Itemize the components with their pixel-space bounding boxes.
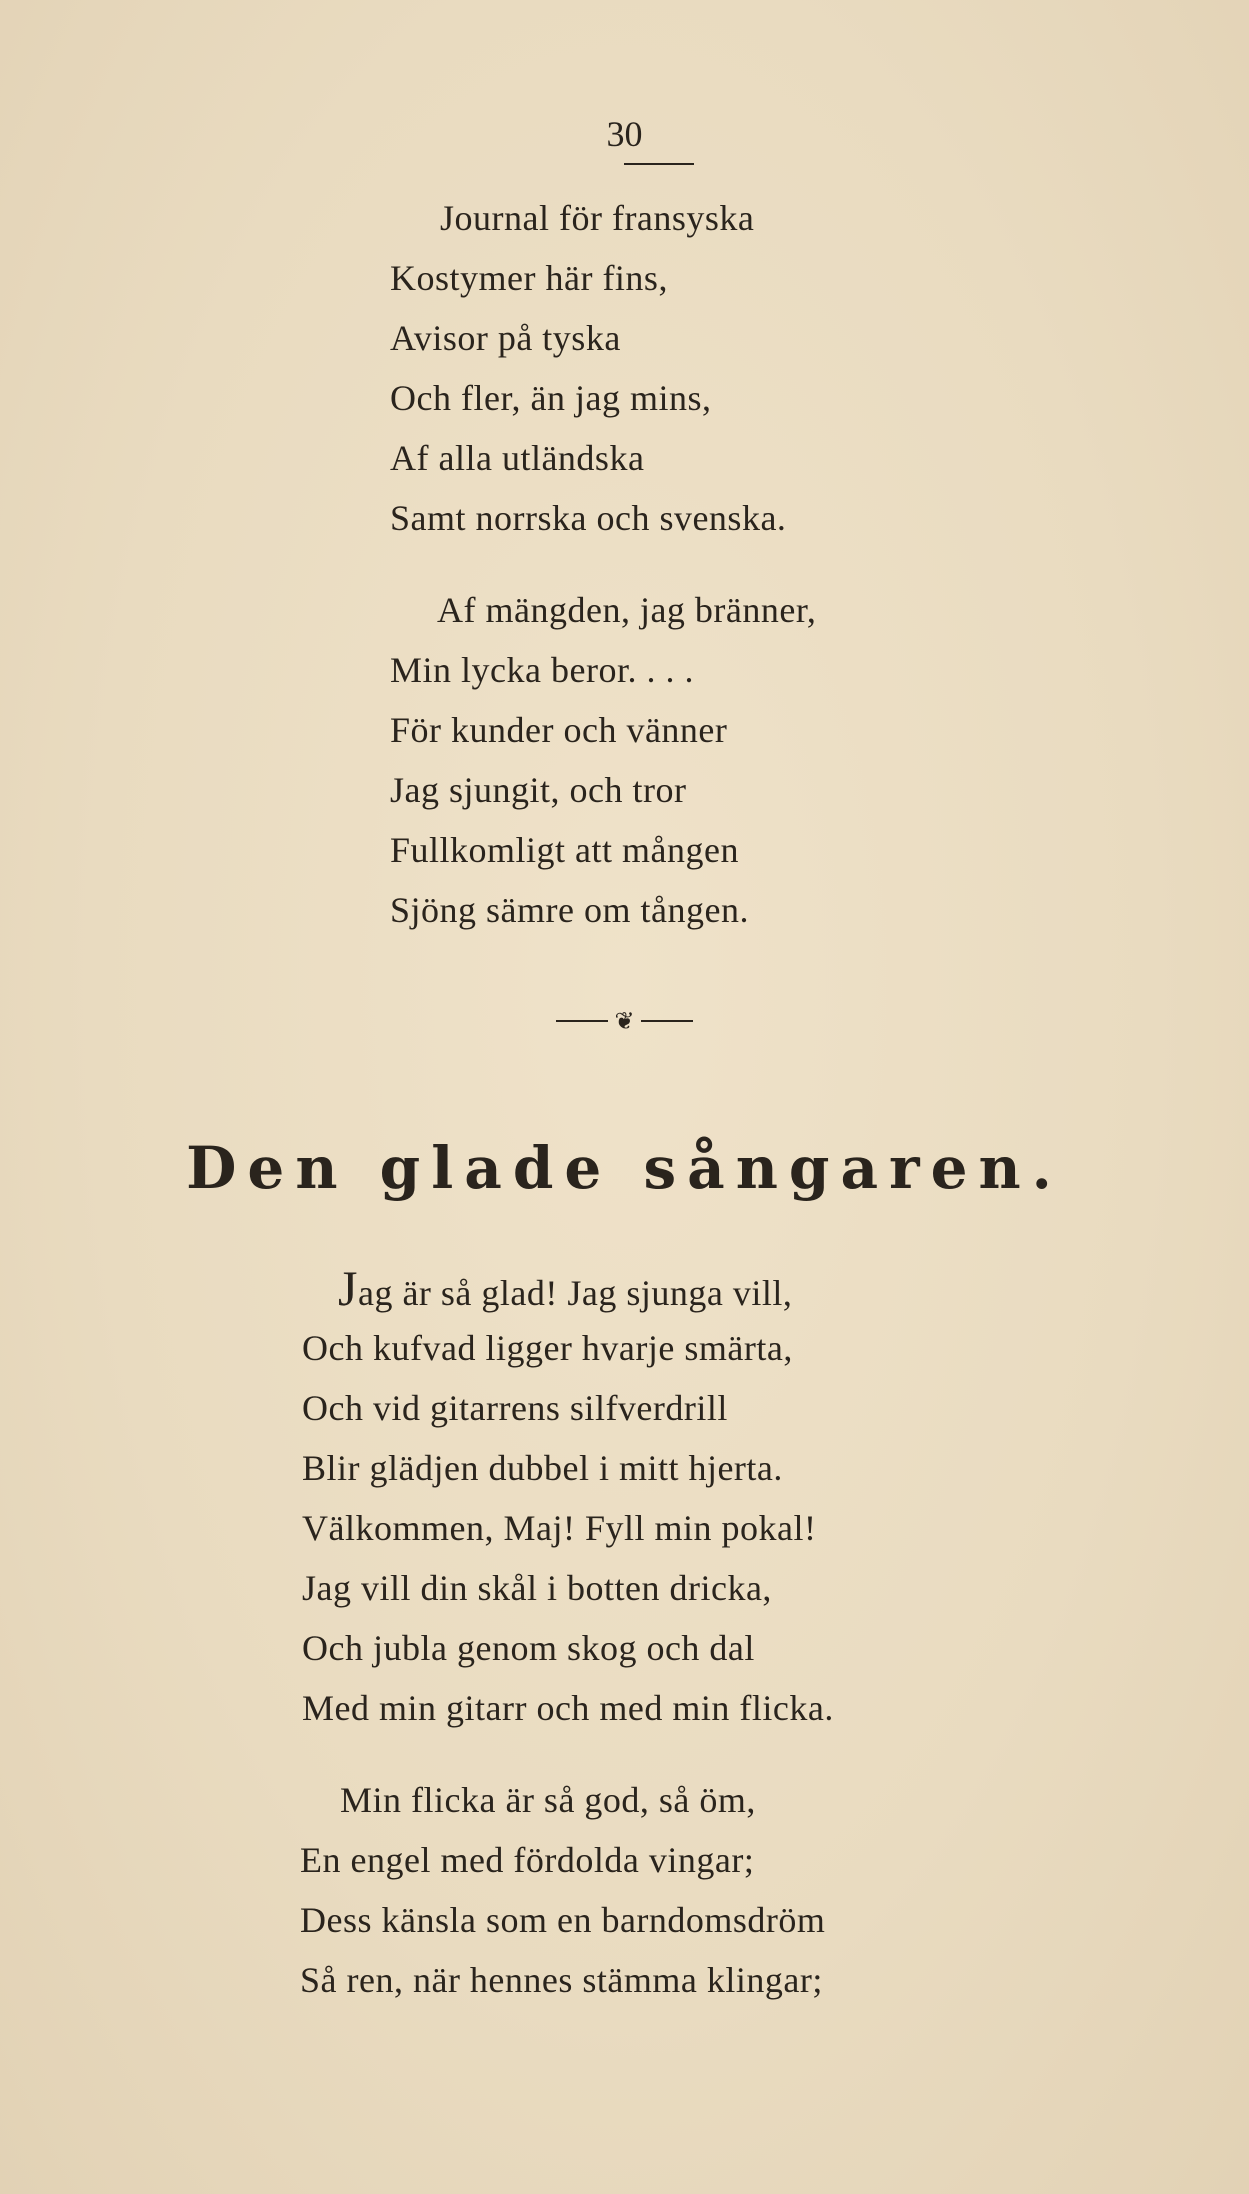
verse-line: Så ren, när hennes stämma klingar; — [300, 1960, 823, 2000]
verse-line: Och vid gitarrens silfverdrill — [302, 1388, 728, 1428]
ornament-bar-left — [556, 1020, 608, 1022]
verse-line: Samt norrska och svenska. — [390, 498, 787, 538]
initial-letter: J — [338, 1260, 358, 1316]
verse-line: Min flicka är så god, så öm, — [340, 1780, 756, 1820]
poem-stanza-2 — [300, 1770, 825, 2010]
verse-line-first — [338, 1258, 834, 1318]
verse-line: Af mängden, jag bränner, — [437, 590, 817, 630]
verse-line: Och jubla genom skog och dal — [302, 1628, 755, 1668]
verse-line: Och kufvad ligger hvarje smärta, — [302, 1328, 793, 1368]
verse-line: För kunder och vänner — [390, 710, 728, 750]
poem-stanza-1 — [302, 1258, 834, 1738]
verse-line: Journal för fransyska — [440, 198, 755, 238]
verse-line: En engel med fördolda vingar; — [300, 1840, 755, 1880]
page-number-rule — [624, 163, 694, 165]
verse-line: Välkommen, Maj! Fyll min pokal! — [302, 1508, 817, 1548]
stanza-2 — [390, 580, 817, 940]
verse-line: Kostymer här fins, — [390, 258, 668, 298]
verse-line: Med min gitarr och med min flicka. — [302, 1688, 834, 1728]
section-title: Den glade sångaren. — [186, 1134, 1063, 1202]
ornament-divider — [0, 1002, 1249, 1039]
verse-line: Och fler, än jag mins, — [390, 378, 712, 418]
ornament-bar-right — [641, 1020, 693, 1022]
verse-line: Min lycka beror. . . . — [390, 650, 694, 690]
verse-line: Fullkomligt att mången — [390, 830, 739, 870]
fleuron-icon: ❦ — [614, 1007, 635, 1035]
verse-line: Dess känsla som en barndomsdröm — [300, 1900, 826, 1940]
verse-line: Avisor på tyska — [390, 318, 621, 358]
verse-line: Jag vill din skål i botten dricka, — [302, 1568, 772, 1608]
first-line-text: ag är så glad! Jag sjunga vill, — [357, 1273, 793, 1313]
verse-line: Blir glädjen dubbel i mitt hjerta. — [302, 1448, 783, 1488]
stanza-1 — [390, 188, 787, 548]
verse-line: Sjöng sämre om tången. — [390, 890, 749, 930]
verse-line: Jag sjungit, och tror — [390, 770, 687, 810]
verse-line: Af alla utländska — [390, 438, 645, 478]
page-number: 30 — [606, 114, 643, 154]
